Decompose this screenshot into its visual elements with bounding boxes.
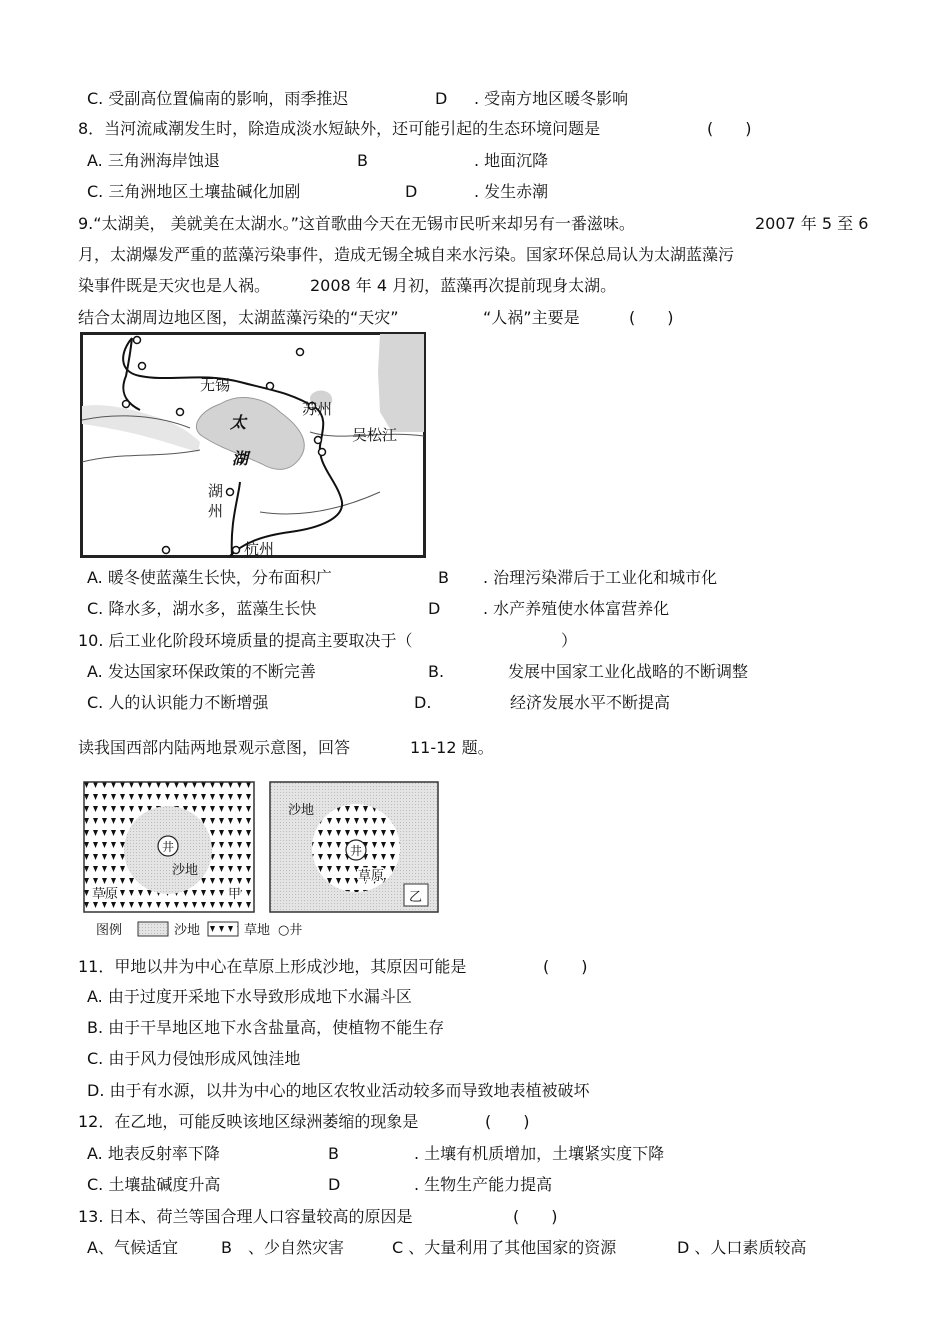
label-tai: 太: [230, 413, 247, 432]
q11-answer-paren: ( ): [543, 957, 588, 976]
panel-yi-grass-label: 草原: [358, 869, 385, 884]
intro-11-12: 读我国西部内陆两地景观示意图，回答: [78, 738, 351, 757]
q9-line-4: 结合太湖周边地区图，太湖蓝藻污染的“天灾”: [78, 308, 399, 327]
q11-stem: 11．甲地以井为中心在草原上形成沙地，其原因可能是: [78, 957, 467, 976]
label-huzhou-2: 州: [208, 502, 224, 520]
q8-option-a: A. 三角洲海岸蚀退: [87, 151, 220, 170]
q13-option-c: C 、大量利用了其他国家的资源: [392, 1238, 617, 1257]
panel-yi-sand-label: 沙地: [288, 803, 315, 818]
q12-option-a: A. 地表反射率下降: [87, 1144, 220, 1163]
q9-option-b-text: . 治理污染滞后于工业化和城市化: [483, 568, 718, 587]
q8-option-b-text: . 地面沉降: [474, 151, 549, 170]
label-hu: 湖: [232, 449, 249, 468]
q10-option-b-text: 发展中国家工业化战略的不断调整: [508, 662, 749, 681]
taihu-region-map: [80, 332, 426, 558]
label-huzhou-1: 湖: [208, 482, 224, 500]
q12-option-c: C. 土壤盐碱度升高: [87, 1175, 221, 1194]
q13-stem: 13. 日本、荷兰等国合理人口容量较高的原因是: [78, 1207, 413, 1226]
q8-answer-paren: ( ): [707, 119, 752, 138]
q10-option-c: C. 人的认识能力不断增强: [87, 693, 269, 712]
panel-yi-well-label: 井: [350, 844, 363, 858]
q7-option-c: C. 受副高位置偏南的影响，雨季推迟: [87, 89, 349, 108]
q9-option-b-letter: B: [438, 568, 449, 587]
intro-11-12-range: 11-12 题。: [410, 738, 494, 757]
q12-option-b-text: . 土壤有机质增加，土壤紧实度下降: [414, 1144, 665, 1163]
legend-grass-swatch: [208, 922, 238, 936]
panel-jia-grass-label: 草原: [92, 887, 119, 902]
label-hangzhou: 杭州: [244, 540, 275, 558]
q7-option-d-text: . 受南方地区暖冬影响: [474, 89, 629, 108]
q9-line-1: 9.“太湖美， 美就美在太湖水。”这首歌曲今天在无锡市民听来却另有一番滋味。: [78, 214, 635, 233]
q13-option-b: B 、少自然灾害: [221, 1238, 344, 1257]
q7-option-d-letter: D: [435, 89, 448, 108]
panel-jia-well-label: 井: [162, 840, 175, 854]
q12-stem: 12．在乙地，可能反映该地区绿洲萎缩的现象是: [78, 1112, 419, 1131]
q9-line-1-date: 2007 年 5 至 6: [755, 214, 869, 233]
panel-jia-label: 甲: [228, 887, 242, 902]
q8-option-c: C. 三角洲地区土壤盐碱化加剧: [87, 182, 301, 201]
q11-option-c: C. 由于风力侵蚀形成风蚀洼地: [87, 1049, 301, 1068]
legend-sand-swatch: [138, 922, 168, 936]
q8-option-d-text: . 发生赤潮: [474, 182, 549, 201]
q9-line-4-b: “人祸”主要是: [483, 308, 580, 327]
q10-option-d-text: 经济发展水平不断提高: [510, 693, 671, 712]
q10-option-a: A. 发达国家环保政策的不断完善: [87, 662, 316, 681]
label-wuxi: 无锡: [200, 376, 231, 394]
legend-well-label: ○井: [278, 923, 303, 938]
q11-option-d: D. 由于有水源，以井为中心的地区农牧业活动较多而导致地表植被破坏: [87, 1081, 590, 1100]
q9-option-a: A. 暖冬使蓝藻生长快，分布面积广: [87, 568, 332, 587]
q10-stem: 10. 后工业化阶段环境质量的提高主要取决于（: [78, 631, 413, 650]
q12-option-b-letter: B: [328, 1144, 339, 1163]
label-wusongjiang: 吴松江: [352, 426, 398, 444]
q12-answer-paren: ( ): [485, 1112, 530, 1131]
q10-option-d-letter: D.: [414, 693, 432, 712]
q8-option-d-letter: D: [405, 182, 418, 201]
q12-option-d-letter: D: [328, 1175, 341, 1194]
q9-line-3: 染事件既是天灾也是人祸。: [78, 276, 271, 295]
q9-line-3-date: 2008 年 4 月初，蓝藻再次提前现身太湖。: [310, 276, 617, 295]
q8-stem: 8．当河流咸潮发生时，除造成淡水短缺外，还可能引起的生态环境问题是: [78, 119, 601, 138]
legend-grass-label: 草地: [244, 923, 271, 938]
q9-line-2: 月，太湖爆发严重的蓝藻污染事件，造成无锡全城自来水污染。国家环保总局认为太湖蓝藻污: [78, 245, 735, 264]
q9-option-c: C. 降水多，湖水多，蓝藻生长快: [87, 599, 317, 618]
q10-option-b-letter: B.: [428, 662, 445, 681]
q9-option-d-letter: D: [428, 599, 441, 618]
legend-sand-label: 沙地: [174, 923, 201, 938]
q8-option-b-letter: B: [357, 151, 368, 170]
label-suzhou: 苏州: [302, 400, 333, 418]
panel-yi-label: 乙: [409, 890, 423, 905]
q10-answer-paren-close: ）: [561, 631, 578, 650]
q13-option-a: A、气候适宜: [87, 1238, 178, 1257]
q13-option-d: D 、人口素质较高: [677, 1238, 807, 1257]
panel-jia-sand-label: 沙地: [172, 863, 199, 878]
legend-title: 图例: [96, 923, 123, 938]
q9-answer-paren: ( ): [629, 308, 674, 327]
q12-option-d-text: . 生物生产能力提高: [414, 1175, 553, 1194]
q11-option-b: B. 由于干旱地区地下水含盐量高，使植物不能生存: [87, 1018, 445, 1037]
landscape-diagram: [82, 780, 442, 945]
q9-option-d-text: . 水产养殖使水体富营养化: [483, 599, 670, 618]
map-sea: [378, 334, 424, 432]
q13-answer-paren: ( ): [513, 1207, 558, 1226]
q11-option-a: A. 由于过度开采地下水导致形成地下水漏斗区: [87, 987, 412, 1006]
